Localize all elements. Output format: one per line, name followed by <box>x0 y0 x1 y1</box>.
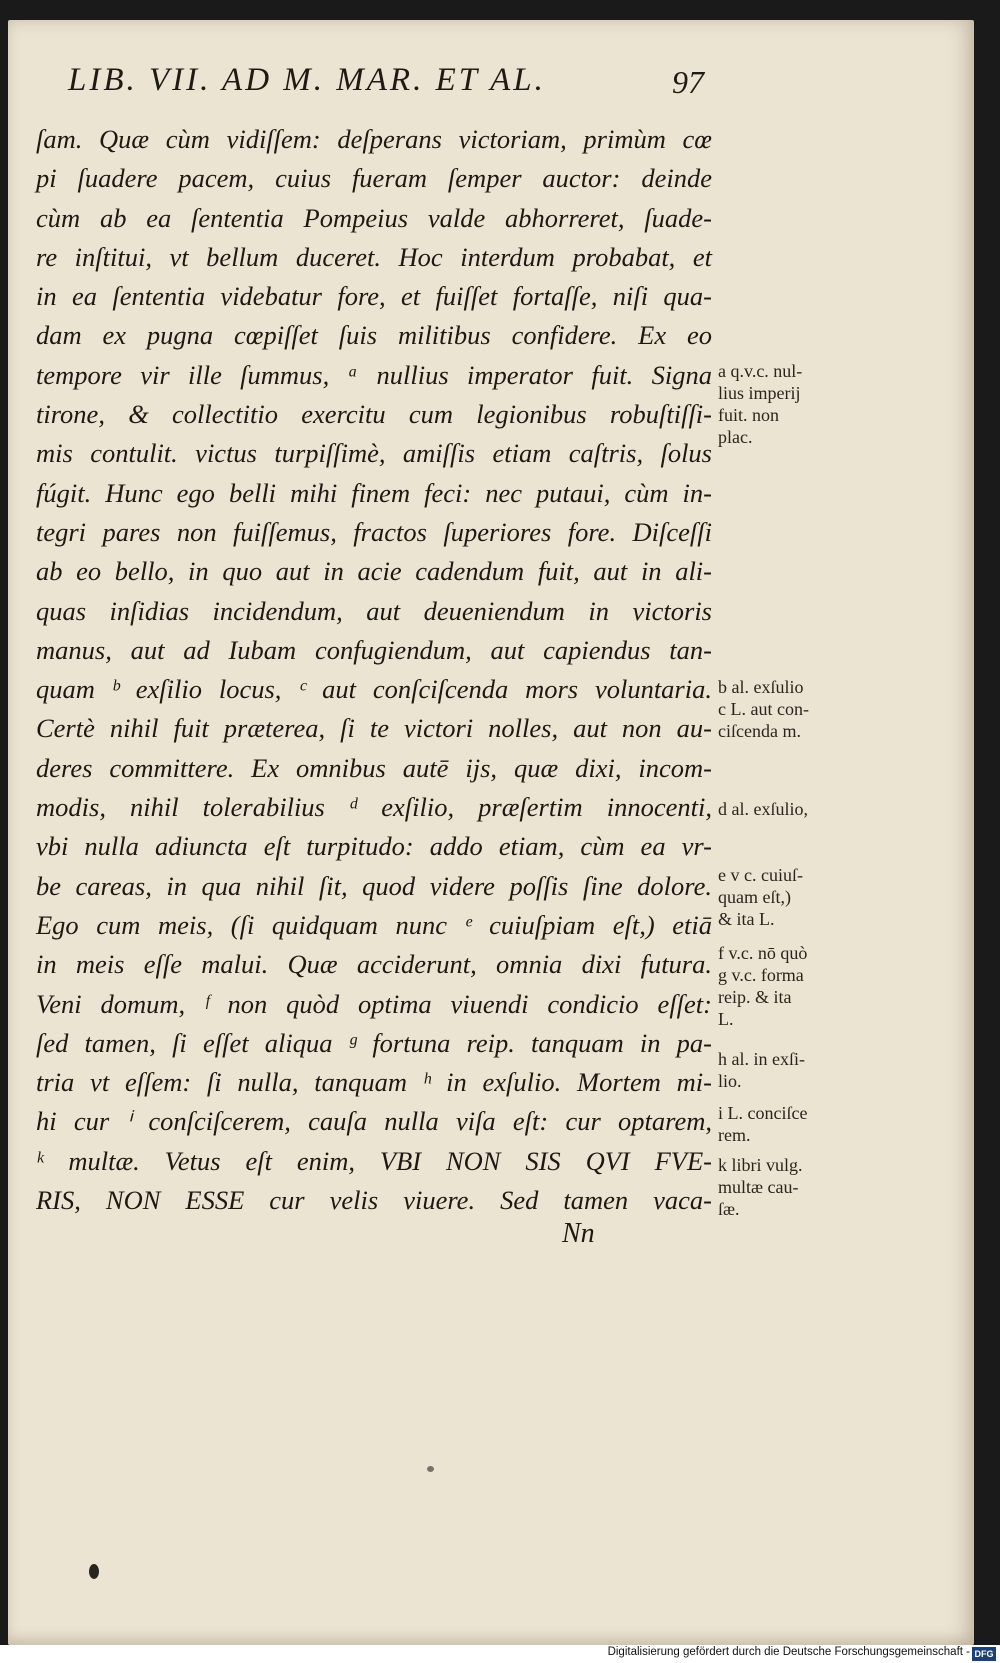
text-line: quam ᵇ exſilio locus, ᶜ aut conſciſcenda mors voluntaria. <box>36 674 712 705</box>
margin-note-line: lio. <box>718 1071 742 1091</box>
text-line: Veni domum, ᶠ non quòd optima viuendi condicio eſſet: <box>36 988 712 1019</box>
text-line: modis, nihil tolerabilius ᵈ exſilio, præſertim innocenti, <box>36 792 712 823</box>
text-line: mis contulit. victus turpiſſimè, amiſſis etiam caſtris, ſolus <box>36 438 712 469</box>
margin-note-b-c <box>718 676 858 742</box>
margin-note-d <box>718 798 858 820</box>
margin-note-line: h al. in exſi- <box>718 1049 805 1069</box>
margin-note-line: plac. <box>718 427 753 447</box>
margin-note-line: quam eſt,) <box>718 887 791 907</box>
text-line: Certè nihil fuit præterea, ſi te victori nolles, aut non au- <box>36 713 712 744</box>
ink-blot <box>89 1564 99 1579</box>
text-line: tirone, & collectitio exercitu cum legionibus robuſtiſſi- <box>36 399 712 430</box>
text-line: manus, aut ad Iubam confugiendum, aut capiendus tan- <box>36 634 712 665</box>
text-line: re inſtitui, vt bellum duceret. Hoc interdum probabat, et <box>36 241 712 272</box>
margin-note-h <box>718 1048 858 1092</box>
margin-note-line: d al. exſulio, <box>718 799 808 819</box>
text-line: in ea ſententia videbatur fore, et fuiſſet fortaſſe, niſi qua- <box>36 281 712 312</box>
margin-note-line: multæ cau- <box>718 1177 799 1197</box>
main-text-block <box>36 120 712 1220</box>
text-line: be careas, in qua nihil ſit, quod videre poſſis ſine dolore. <box>36 870 712 901</box>
margin-note-line: & ita L. <box>718 909 775 929</box>
digitization-credit: Digitalisierung gefördert durch die Deutsche Forschungsgemeinschaft - <box>607 1646 970 1658</box>
margin-note-line: fuit. non <box>718 405 779 425</box>
text-line: in meis eſſe malui. Quæ acciderunt, omnia dixi futura. <box>36 949 712 980</box>
margin-note-line: lius imperij <box>718 383 801 403</box>
margin-note-k <box>718 1154 858 1220</box>
margin-note-line: c L. aut con- <box>718 699 809 719</box>
paper-speck <box>427 1466 434 1472</box>
text-line: tria vt eſſem: ſi nulla, tanquam ʰ in exſulio. Mortem mi- <box>36 1067 712 1098</box>
margin-note-line: f v.c. nō quò <box>718 943 808 963</box>
text-line: dam ex pugna cœpiſſet ſuis militibus confidere. Ex eo <box>36 320 712 351</box>
margin-note-line: i L. conciſce <box>718 1103 808 1123</box>
dfg-logo: DFG <box>972 1647 996 1661</box>
margin-note-line: ciſcenda m. <box>718 721 801 741</box>
margin-note-line: a q.v.c. nul- <box>718 361 803 381</box>
margin-note-f-g <box>718 942 858 1030</box>
margin-note-line: b al. exſulio <box>718 677 804 697</box>
text-line: hi cur ⁱ conſciſcerem, cauſa nulla viſa eſt: cur optarem, <box>36 1106 712 1137</box>
margin-note-line: e v c. cuiuſ- <box>718 865 803 885</box>
margin-note-e <box>718 864 858 930</box>
running-title: LIB. VII. AD M. MAR. ET AL. <box>68 62 546 98</box>
text-line: fúgit. Hunc ego belli mihi finem feci: nec putaui, cùm in- <box>36 477 712 508</box>
margin-note-line: reip. & ita <box>718 987 792 1007</box>
text-line: ſed tamen, ſi eſſet aliqua ᵍ fortuna reip. tanquam in pa- <box>36 1027 712 1058</box>
margin-note-line: g v.c. forma <box>718 965 804 985</box>
text-line: tegri pares non fuiſſemus, fractos ſuperiores fore. Diſceſſi <box>36 516 712 547</box>
text-line: tempore vir ille ſummus, ᵃ nullius imperator fuit. Signa <box>36 359 712 390</box>
text-line: quas inſidias incidendum, aut deueniendum in victoris <box>36 595 712 626</box>
margin-note-line: ſæ. <box>718 1199 740 1219</box>
text-line: ᵏ multæ. Vetus eſt enim, VBI NON SIS QVI FVE- <box>36 1145 712 1176</box>
text-line: vbi nulla adiuncta eſt turpitudo: addo etiam, cùm ea vr- <box>36 831 712 862</box>
page-number: 97 <box>672 64 704 100</box>
text-line: ab eo bello, in quo aut in acie cadendum fuit, aut in ali- <box>36 556 712 587</box>
text-line: deres committere. Ex omnibus autē ijs, quæ dixi, incom- <box>36 752 712 783</box>
margin-note-i <box>718 1102 858 1146</box>
text-line: Ego cum meis, (ſi quidquam nunc ᵉ cuiuſpiam eſt,) etiā <box>36 909 712 940</box>
catchword: Nn <box>562 1218 595 1249</box>
margin-note-line: rem. <box>718 1125 751 1145</box>
text-line: pi ſuadere pacem, cuius fueram ſemper auctor: deinde <box>36 163 712 194</box>
margin-note-line: L. <box>718 1009 734 1029</box>
text-line: ſam. Quæ cùm vidiſſem: deſperans victoriam, primùm cœ <box>36 124 712 154</box>
text-line: cùm ab ea ſententia Pompeius valde abhorreret, ſuade- <box>36 202 712 233</box>
text-line: RIS, NON ESSE cur velis viuere. Sed tamen vaca- <box>36 1185 712 1216</box>
margin-note-a <box>718 360 858 448</box>
margin-note-line: k libri vulg. <box>718 1155 803 1175</box>
